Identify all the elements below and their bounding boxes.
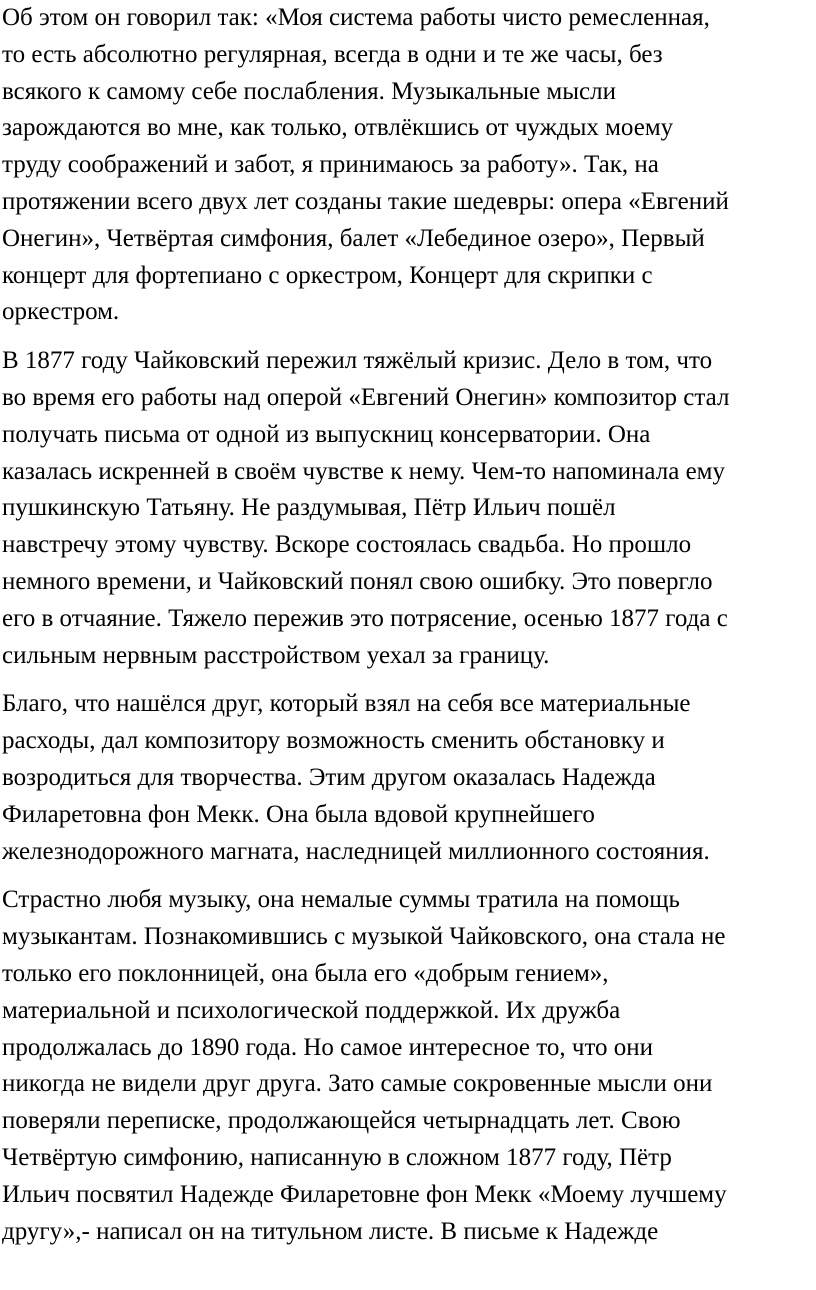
text-line: Ильич посвятил Надежде Филаретовне фон Мекк «Моему лучшему [2, 1180, 727, 1208]
text-line: другу»,- написал он на титульном листе. В письме к Надежде [2, 1217, 659, 1245]
paragraph-1 [2, 0, 814, 331]
text-line: его в отчаяние. Тяжело пережив это потрясение, осенью 1877 года с [2, 604, 728, 632]
text-line: всякого к самому себе послабления. Музыкальные мысли [2, 77, 616, 105]
text-line: Об этом он говорил так: «Моя система работы чисто ремесленная, [2, 4, 710, 31]
paragraph-2 [2, 343, 814, 674]
text-line: Благо, что нашёлся друг, который взял на себя все материальные [2, 690, 691, 718]
text-line: во время его работы над оперой «Евгений Онегин» композитор стал [2, 383, 730, 411]
text-line: материальной и психологической поддержкой. Их дружба [2, 996, 621, 1024]
text-line: то есть абсолютно регулярная, всегда в одни и те же часы, без [2, 40, 663, 68]
text-line: навстречу этому чувству. Вскоре состоялась свадьба. Но прошло [2, 531, 692, 559]
text-line: никогда не видели друг друга. Зато самые сокровенные мысли они [2, 1070, 713, 1098]
text-line: труду соображений и забот, я принимаюсь за работу». Так, на [2, 151, 659, 179]
text-line: продолжалась до 1890 года. Но самое интересное то, что они [2, 1033, 654, 1061]
text-line: немного времени, и Чайковский понял свою ошибку. Это повергло [2, 567, 713, 595]
text-line: В 1877 году Чайковский пережил тяжёлый кризис. Дело в том, что [2, 347, 713, 375]
text-line: Страстно любя музыку, она немалые суммы тратила на помощь [2, 886, 680, 914]
text-line: пушкинскую Татьяну. Не раздумывая, Пётр Ильич пошёл [2, 494, 616, 522]
text-line: концерт для фортепиано с оркестром, Концерт для скрипки с [2, 261, 653, 289]
text-line: Онегин», Четвёртая симфония, балет «Лебединое озеро», Первый [2, 224, 705, 252]
text-line: Филаретовна фон Мекк. Она была вдовой крупнейшего [2, 800, 595, 828]
text-line: казалась искренней в своём чувстве к нему. Чем-то напоминала ему [2, 457, 725, 485]
text-line: получать письма от одной из выпускниц консерватории. Она [2, 420, 651, 448]
text-line: только его поклонницей, она была его «добрым гением», [2, 959, 609, 987]
paragraph-4 [2, 882, 814, 1250]
text-line: возродиться для творчества. Этим другом оказалась Надежда [2, 763, 656, 791]
text-line: зарождаются во мне, как только, отвлёкшись от чуждых моему [2, 114, 674, 142]
text-line: оркестром. [2, 298, 120, 326]
text-line: музыкантам. Познакомившись с музыкой Чайковского, она стала не [2, 923, 726, 951]
text-line: протяжении всего двух лет созданы такие шедевры: опера «Евгений [2, 187, 729, 215]
text-line: поверяли переписке, продолжающейся четырнадцать лет. Свою [2, 1107, 681, 1135]
text-line: сильным нервным расстройством уехал за границу. [2, 641, 550, 669]
paragraph-3 [2, 686, 814, 870]
document-page [2, 0, 814, 1290]
text-line: Четвёртую симфонию, написанную в сложном 1877 году, Пётр [2, 1143, 672, 1171]
text-line: железнодорожного магната, наследницей миллионного состояния. [2, 837, 710, 865]
text-line: расходы, дал композитору возможность сменить обстановку и [2, 727, 665, 755]
